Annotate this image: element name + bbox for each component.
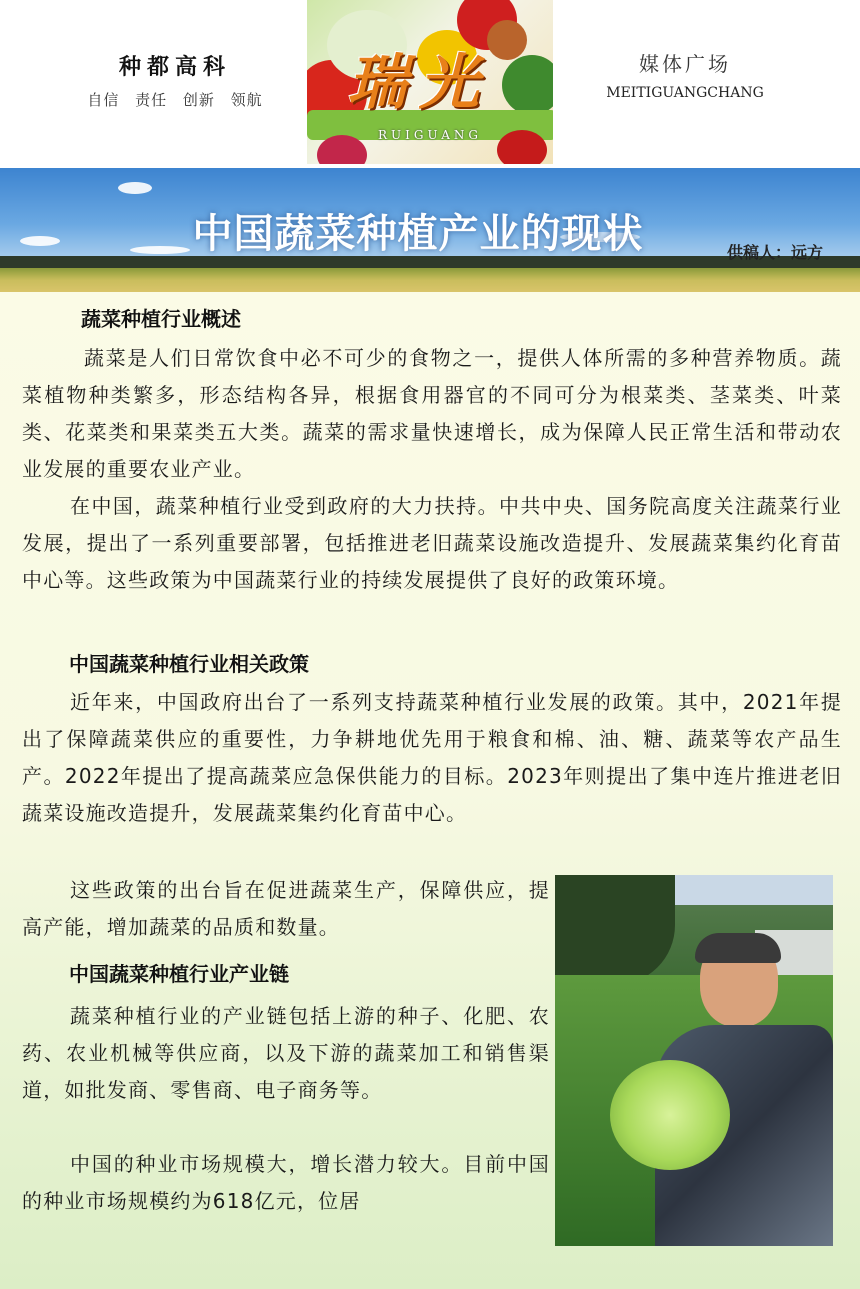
paragraph: 近年来，中国政府出台了一系列支持蔬菜种植行业发展的政策。其中，2021年提出了保障蔬菜供应的重要性，力争耕地优先用于粮食和棉、油、糖、蔬菜等农产品生产。2022年提出了提高蔬菜应急保供能力的目标。2023年则提出了集中连片推进老旧蔬菜设施改造提升，发展蔬菜集约化育苗中心。 <box>22 690 842 825</box>
brand-block <box>60 50 290 110</box>
section-heading: 中国蔬菜种植行业产业链 <box>69 962 289 986</box>
tree-area <box>555 875 675 985</box>
section-heading: 蔬菜种植行业概述 <box>81 307 241 331</box>
farmer-hair <box>695 933 781 963</box>
wheat-field <box>0 268 860 292</box>
paragraph: 中国的种业市场规模大，增长潜力较大。目前中国的种业市场规模约为618亿元，位居 <box>22 1152 550 1213</box>
title-banner <box>0 168 860 292</box>
farmer-photo <box>555 875 833 1246</box>
lettuce-icon <box>610 1060 730 1170</box>
onion-icon <box>487 20 527 60</box>
herb-icon <box>502 55 553 115</box>
section-heading: 中国蔬菜种植行业相关政策 <box>69 652 309 676</box>
logo-subtext: RUIGUANG <box>378 128 482 142</box>
paragraph: 蔬菜是人们日常饮食中必不可少的食物之一，提供人体所需的多种营养物质。蔬菜植物种类繁多，形态结构各异，根据食用器官的不同可分为根菜类、茎菜类、叶菜类、花菜类和果菜类五大类。蔬菜的需求量快速增长，成为保障人民正常生活和带动农业发展的重要农业产业。 <box>22 346 842 481</box>
media-title-en: MEITIGUANGCHANG <box>606 85 764 101</box>
brand-name: 种都高科 <box>118 54 231 80</box>
media-block <box>590 48 780 101</box>
logo-text: 瑞光 <box>347 48 491 118</box>
cloud-icon <box>118 182 152 194</box>
article-body <box>0 292 860 1289</box>
contributor: 供稿人：远方 <box>727 243 824 262</box>
page-title: 中国蔬菜种植产业的现状 <box>192 211 644 257</box>
paragraph: 这些政策的出台旨在促进蔬菜生产，保障供应，提高产能，增加蔬菜的品质和数量。 <box>22 878 550 939</box>
logo <box>307 0 553 164</box>
paragraph: 蔬菜种植行业的产业链包括上游的种子、化肥、农药、农业机械等供应商，以及下游的蔬菜加工和销售渠道，如批发商、零售商、电子商务等。 <box>22 1004 550 1102</box>
paragraph: 在中国，蔬菜种植行业受到政府的大力扶持。中共中央、国务院高度关注蔬菜行业发展，提出了一系列重要部署，包括推进老旧蔬菜设施改造提升、发展蔬菜集约化育苗中心等。这些政策为中国蔬菜行业的持续发展提供了良好的政策环境。 <box>22 494 842 592</box>
media-title: 媒体广场 <box>639 52 731 76</box>
brand-slogan: 自信 责任 创新 领航 <box>87 91 263 109</box>
header <box>0 0 860 168</box>
